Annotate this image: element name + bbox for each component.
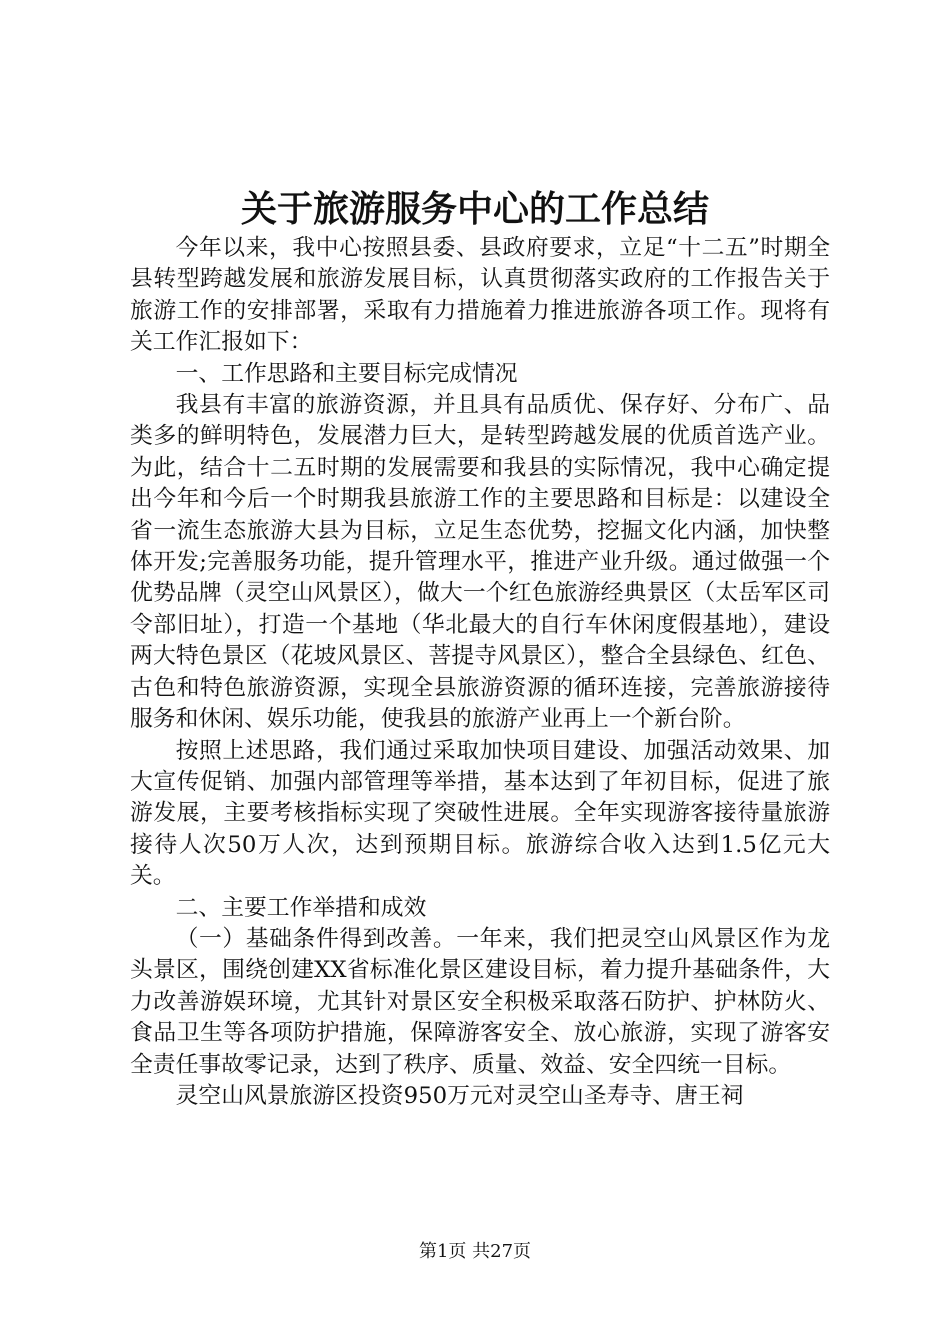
paragraph-infrastructure: （一）基础条件得到改善。一年来，我们把灵空山风景区作为龙头景区，围绕创建XX省标准化景区建设目标，着力提升基础条件，大力改善游娱环境，尤其针对景区安全积极采取落石防护、护林防火、食品卫生等各项防护措施，保障游客安全、放心旅游，实现了游客安全责任事故零记录，达到了秩序、质量、效益、安全四统一目标。 — [130, 925, 830, 1078]
section-heading-1: 一、工作思路和主要目标完成情况 — [175, 360, 518, 387]
paragraph-results: 按照上述思路，我们通过采取加快项目建设、加强活动效果、加大宣传促销、加强内部管理等举措，基本达到了年初目标，促进了旅游发展，主要考核指标实现了突破性进展。全年实现游客接待量旅游接待人次50万人次，达到预期目标。旅游综合收入达到1.5亿元大关。 — [130, 737, 830, 890]
paragraph-investment: 灵空山风景旅游区投资950万元对灵空山圣寿寺、唐王祠 — [175, 1082, 744, 1109]
document-body — [130, 233, 830, 1112]
page-footer: 第1页 共27页 — [418, 1241, 532, 1262]
paragraph-intro: 今年以来，我中心按照县委、县政府要求，立足“十二五”时期全县转型跨越发展和旅游发展目标，认真贯彻落实政府的工作报告关于旅游工作的安排部署，采取有力措施着力推进旅游各项工作。现将有关工作汇报如下： — [130, 235, 830, 356]
document-title: 关于旅游服务中心的工作总结 — [240, 189, 709, 230]
section-heading-2: 二、主要工作举措和成效 — [175, 894, 427, 921]
paragraph-strategy: 我县有丰富的旅游资源，并且具有品质优、保存好、分布广、品类多的鲜明特色，发展潜力巨大，是转型跨越发展的优质首选产业。为此，结合十二五时期的发展需要和我县的实际情况，我中心确定提出今年和今后一个时期我县旅游工作的主要思路和目标是：以建设全省一流生态旅游大县为目标，立足生态优势，挖掘文化内涵，加快整体开发;完善服务功能，提升管理水平，推进产业升级。通过做强一个优势品牌（灵空山风景区），做大一个红色旅游经典景区（太岳军区司令部旧址），打造一个基地（华北最大的自行车休闲度假基地），建设两大特色景区（花坡风景区、菩提寺风景区），整合全县绿色、红色、古色和特色旅游资源，实现全县旅游资源的循环连接，完善旅游接待服务和休闲、娱乐功能，使我县的旅游产业再上一个新台阶。 — [130, 392, 830, 733]
